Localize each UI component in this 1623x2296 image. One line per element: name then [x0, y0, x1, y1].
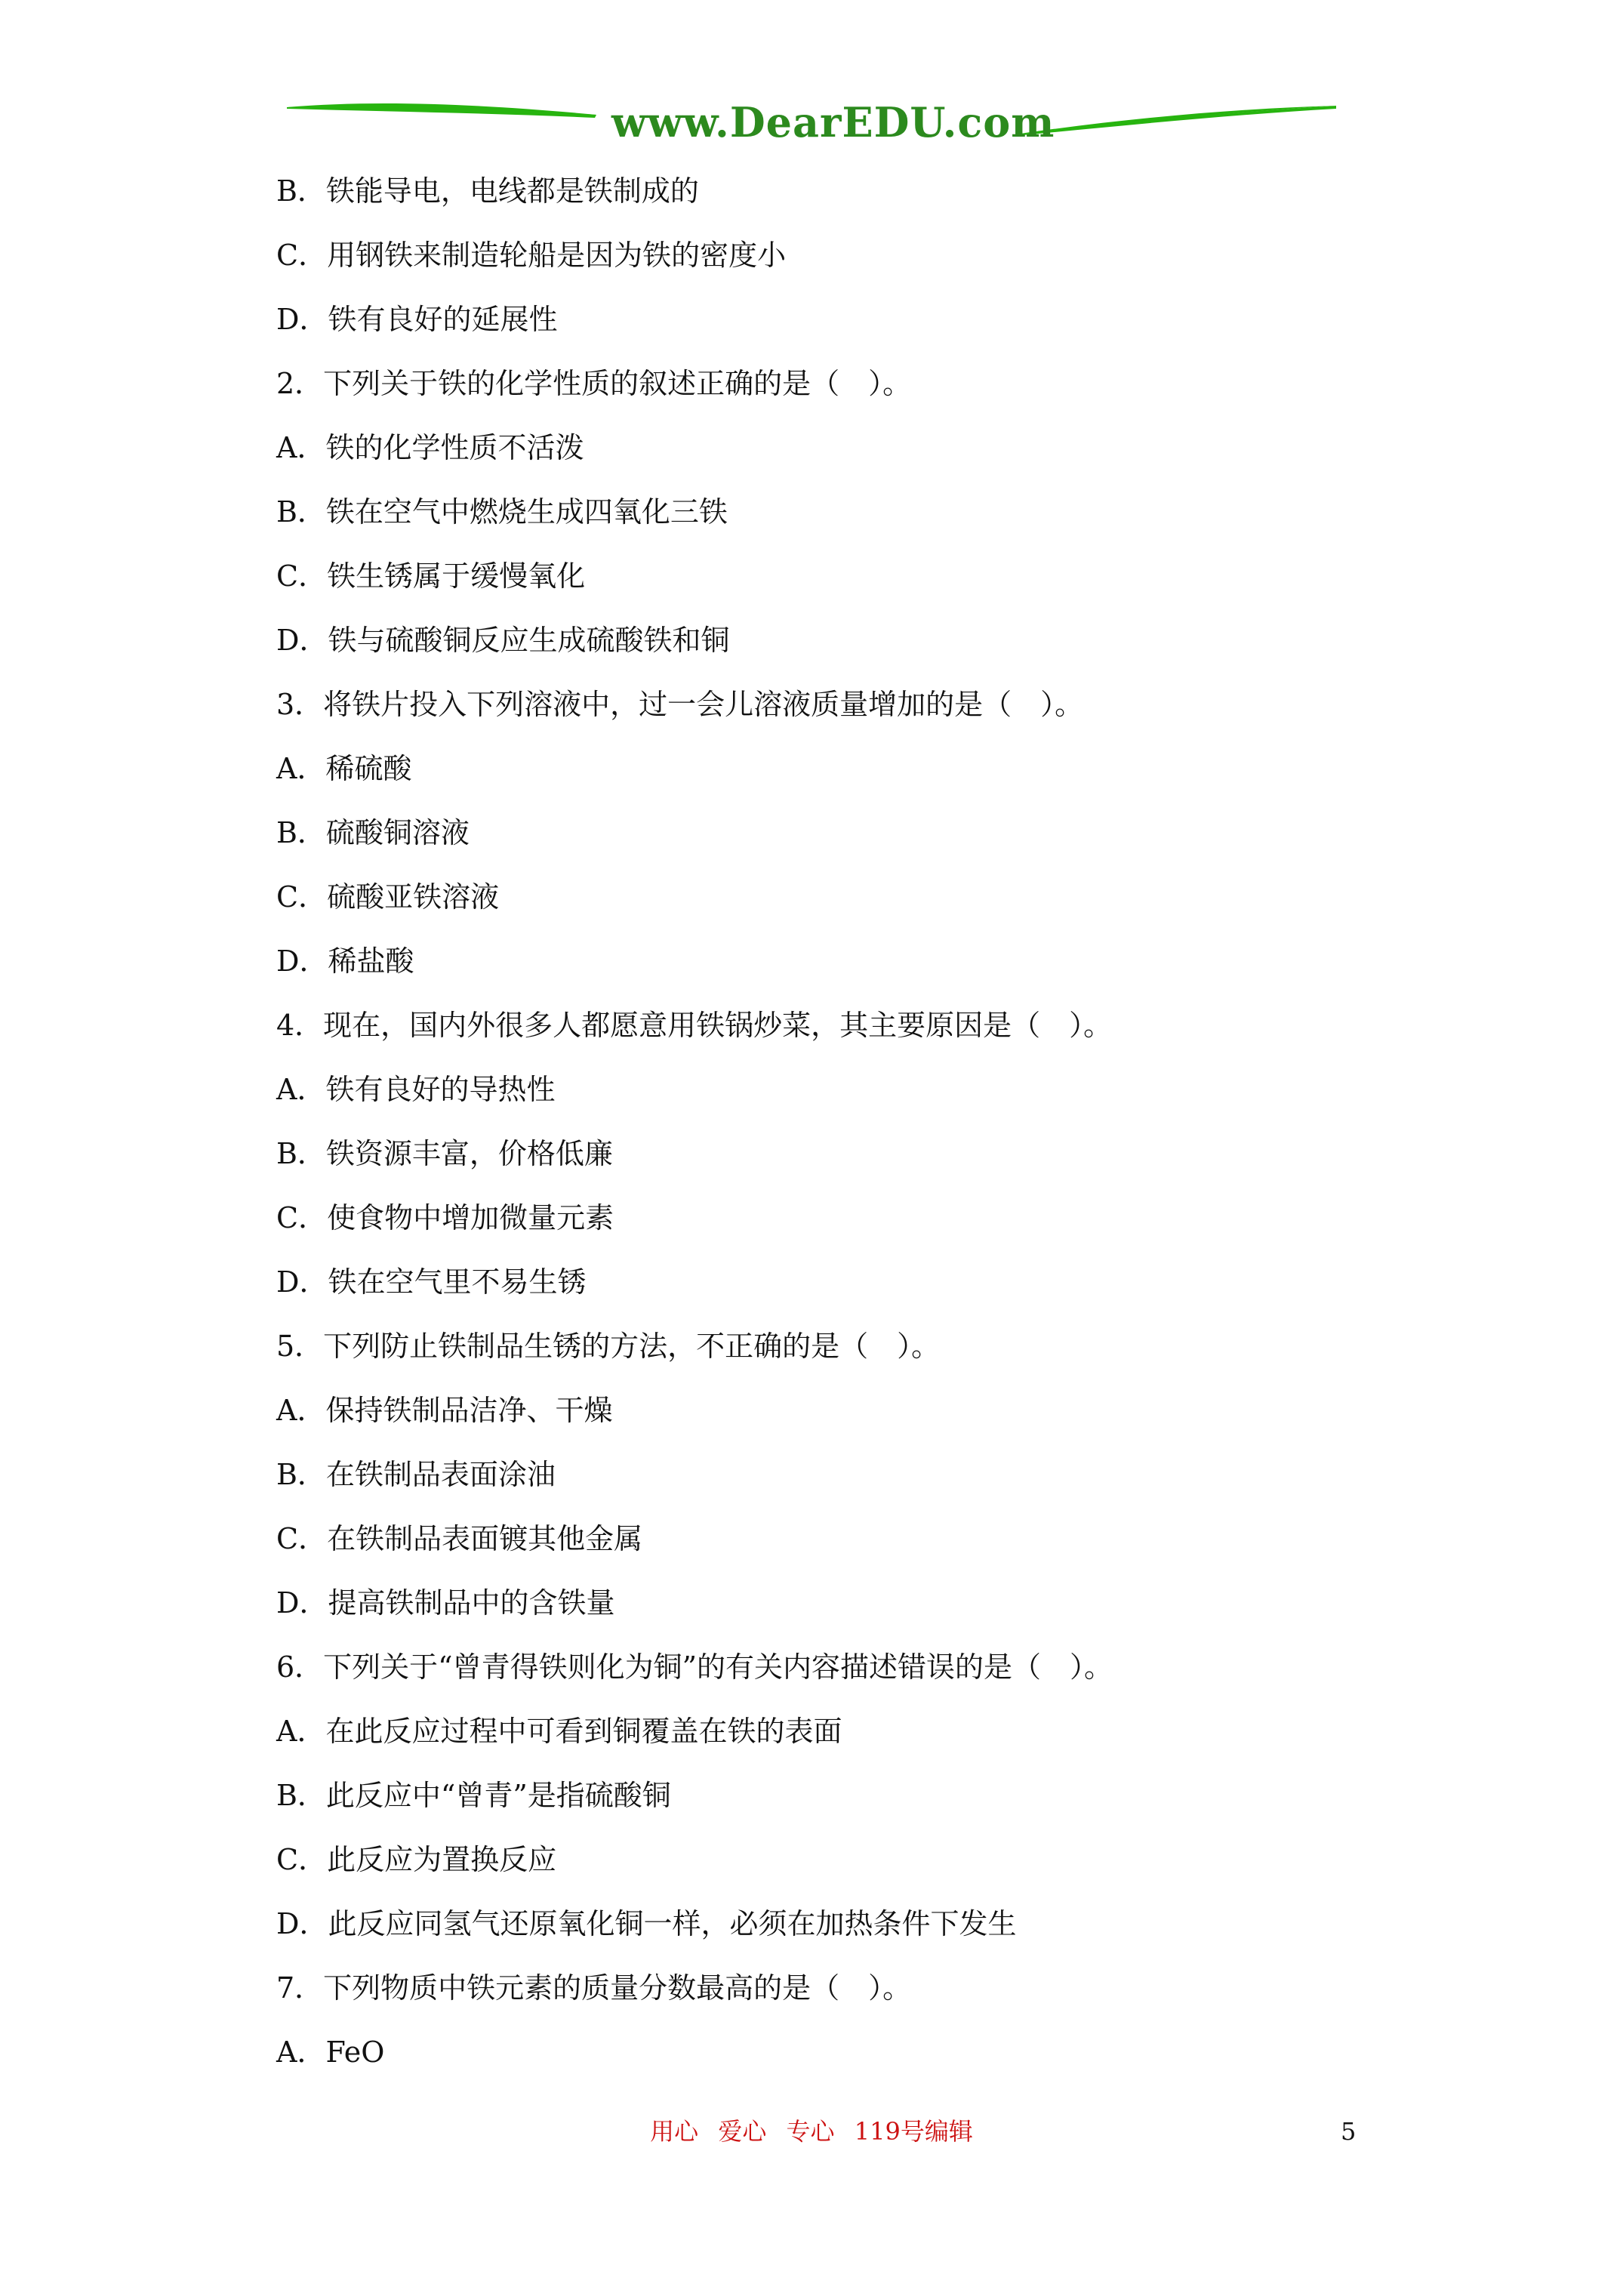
text-line: D．提高铁制品中的含铁量 — [276, 1586, 615, 1620]
text-line: D．铁在空气里不易生锈 — [276, 1265, 587, 1299]
footer-word: 爱心 — [718, 2117, 767, 2146]
text-line: A．FeO — [276, 2036, 385, 2069]
right-swoosh-tail — [1015, 106, 1336, 136]
text-line: C．此反应为置换反应 — [276, 1843, 557, 1876]
text-line: B．硫酸铜溶液 — [276, 816, 470, 849]
text-line: D．铁有良好的延展性 — [276, 303, 558, 336]
left-swoosh-tail — [287, 106, 596, 118]
text-line: B．铁能导电，电线都是铁制成的 — [276, 174, 699, 208]
text-line: C．铁生锈属于缓慢氧化 — [276, 559, 586, 593]
text-line: A．保持铁制品洁净、干燥 — [276, 1394, 613, 1427]
question-line: 2．下列关于铁的化学性质的叙述正确的是（ ）。 — [276, 367, 912, 400]
question-content — [276, 168, 1409, 2093]
text-line: B．此反应中“曾青”是指硫酸铜 — [276, 1779, 671, 1812]
brand-logo-text: www.DearEDU.com — [611, 98, 1055, 146]
text-line: A．铁的化学性质不活泼 — [276, 431, 584, 464]
text-line: B．铁在空气中燃烧生成四氧化三铁 — [276, 495, 728, 529]
text-line: A．稀硫酸 — [276, 752, 412, 785]
text-line: C．在铁制品表面镀其他金属 — [276, 1522, 643, 1555]
footer-word: 用心 — [650, 2117, 699, 2146]
text-line: A．在此反应过程中可看到铜覆盖在铁的表面 — [276, 1715, 842, 1748]
text-line: A．铁有良好的导热性 — [276, 1073, 556, 1106]
footer-editor: 119号编辑 — [854, 2117, 973, 2146]
question-line: 7．下列物质中铁元素的质量分数最高的是（ ）。 — [276, 1971, 912, 2005]
footer-slogan — [0, 2113, 1623, 2150]
site-header — [287, 89, 1344, 157]
footer-word: 专心 — [786, 2117, 835, 2146]
text-line: C．用钢铁来制造轮船是因为铁的密度小 — [276, 239, 787, 272]
text-line: C．硫酸亚铁溶液 — [276, 880, 500, 914]
text-line: D．稀盐酸 — [276, 945, 414, 978]
text-line: C．使食物中增加微量元素 — [276, 1201, 614, 1234]
question-line: 5．下列防止铁制品生锈的方法，不正确的是（ ）。 — [276, 1330, 941, 1363]
text-line: D．此反应同氢气还原氧化铜一样，必须在加热条件下发生 — [276, 1907, 1017, 1940]
text-line: D．铁与硫酸铜反应生成硫酸铁和铜 — [276, 624, 730, 657]
text-line: B．铁资源丰富，价格低廉 — [276, 1137, 613, 1170]
text-line: B．在铁制品表面涂油 — [276, 1458, 556, 1491]
page-number: 5 — [1341, 2117, 1357, 2146]
question-line: 6．下列关于“曾青得铁则化为铜”的有关内容描述错误的是（ ）。 — [276, 1650, 1113, 1684]
question-line: 3．将铁片投入下列溶液中，过一会儿溶液质量增加的是（ ）。 — [276, 688, 1084, 721]
question-line: 4．现在，国内外很多人都愿意用铁锅炒菜，其主要原因是（ ）。 — [276, 1009, 1113, 1042]
